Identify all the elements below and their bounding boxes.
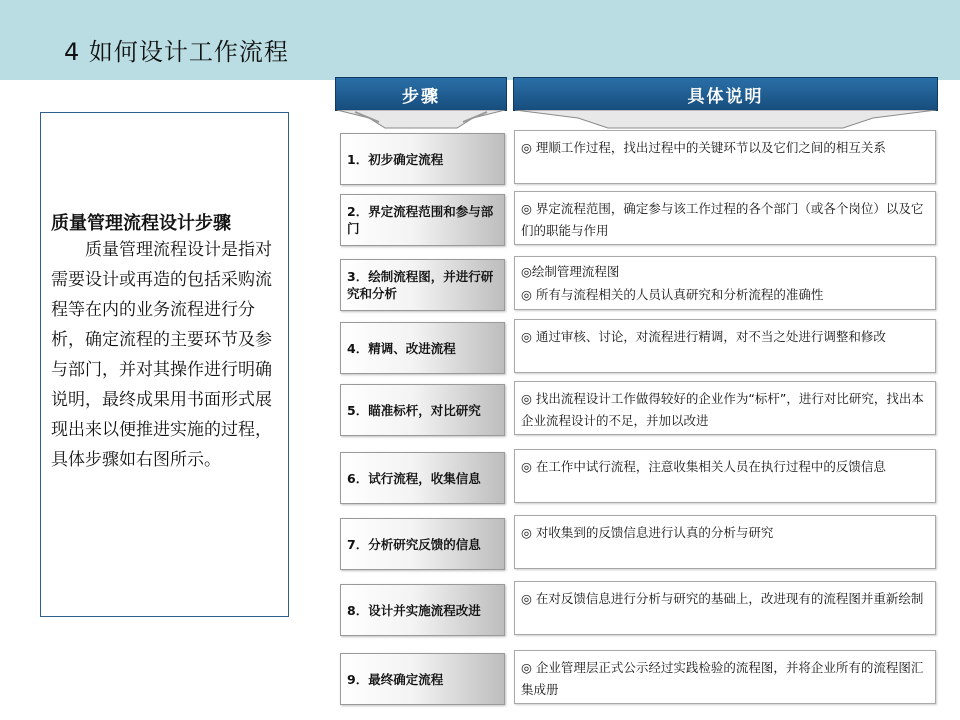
description-line: ◎ 所有与流程相关的人员认真研究和分析流程的准确性	[521, 287, 824, 302]
description-line: ◎ 在工作中试行流程，注意收集相关人员在执行过程中的反馈信息	[521, 459, 886, 474]
step-description	[514, 381, 936, 435]
step-description	[514, 449, 936, 503]
step-description	[514, 130, 936, 184]
description-line: ◎ 界定流程范围，确定参与该工作过程的各个部门（或各个岗位）以及它们的职能与作用	[521, 201, 924, 238]
step-label: 6．试行流程，收集信息	[340, 452, 505, 504]
description-line: ◎ 对收集到的反馈信息进行认真的分析与研究	[521, 525, 774, 540]
step-description	[514, 191, 936, 245]
description-header: 具体说明	[513, 77, 938, 111]
step-label: 1．初步确定流程	[340, 133, 505, 185]
page-title: 4 如何设计工作流程	[64, 38, 289, 66]
description-line: ◎绘制管理流程图	[521, 264, 620, 279]
description-line: ◎ 企业管理层正式公示经过实践检验的流程图，并将企业所有的流程图汇集成册	[521, 660, 924, 697]
step-label: 7．分析研究反馈的信息	[340, 518, 505, 570]
intro-panel	[40, 112, 289, 617]
step-label: 2．界定流程范围和参与部门	[340, 194, 505, 246]
step-label: 4．精调、改进流程	[340, 322, 505, 374]
step-description	[514, 650, 936, 704]
description-line: ◎ 在对反馈信息进行分析与研究的基础上，改进现有的流程图并重新绘制	[521, 591, 924, 606]
step-description	[514, 515, 936, 569]
steps-header-funnel	[335, 110, 507, 130]
step-label: 9．最终确定流程	[340, 653, 505, 705]
step-description	[514, 319, 936, 373]
description-line: ◎ 通过审核、讨论，对流程进行精调，对不当之处进行调整和修改	[521, 329, 886, 344]
intro-body: 质量管理流程设计是指对需要设计或再造的包括采购流程等在内的业务流程进行分析，确定流程的主要环节及参与部门，并对其操作进行明确说明，最终成果用书面形式展现出来以便推进实施的过程，具体步骤如右图所示。	[51, 240, 272, 470]
description-line: ◎ 找出流程设计工作做得较好的企业作为“标杆”，进行对比研究，找出本企业流程设计的不足，并加以改进	[521, 391, 924, 428]
step-label: 3．绘制流程图，并进行研究和分析	[340, 259, 505, 311]
step-description	[514, 581, 936, 635]
step-label: 5．瞄准标杆，对比研究	[340, 384, 505, 436]
steps-header: 步骤	[335, 77, 507, 111]
description-header-funnel	[513, 110, 938, 130]
step-label: 8．设计并实施流程改进	[340, 584, 505, 636]
step-description	[514, 256, 936, 310]
description-line: ◎ 理顺工作过程，找出过程中的关键环节以及它们之间的相互关系	[521, 140, 886, 155]
intro-heading: 质量管理流程设计步骤	[51, 213, 231, 234]
